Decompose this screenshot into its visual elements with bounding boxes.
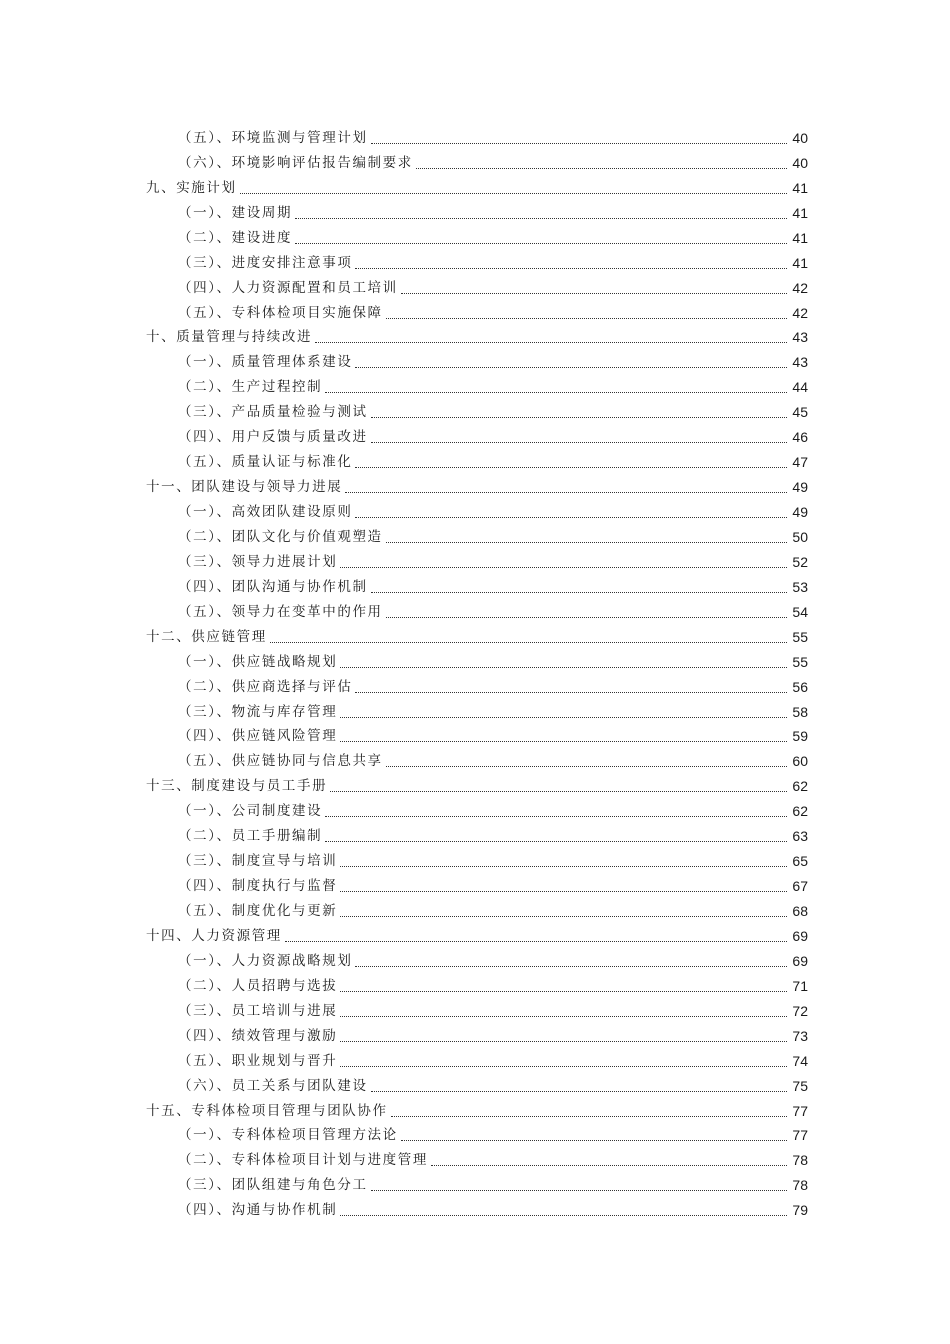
toc-dot-leader [401, 1140, 787, 1141]
toc-chapter-entry[interactable] [146, 1099, 808, 1124]
toc-entry-title: （一）、专科体检项目管理方法论 [178, 1127, 398, 1144]
toc-page-number: 78 [792, 1152, 808, 1169]
toc-entry-title: （三）、物流与库存管理 [178, 703, 338, 720]
toc-entry-title: （一）、质量管理体系建设 [178, 354, 353, 371]
toc-section-entry[interactable] [146, 350, 808, 375]
toc-dot-leader [285, 941, 787, 942]
toc-page-number: 54 [792, 603, 808, 620]
toc-page-number: 74 [792, 1052, 808, 1069]
toc-dot-leader [355, 367, 787, 368]
toc-dot-leader [371, 592, 787, 593]
toc-page-number: 59 [792, 728, 808, 745]
toc-page-number: 78 [792, 1177, 808, 1194]
toc-entry-title: （二）、建设进度 [178, 229, 293, 246]
toc-dot-leader [355, 692, 787, 693]
toc-page-number: 42 [792, 304, 808, 321]
toc-entry-title: （六）、员工关系与团队建设 [178, 1077, 368, 1094]
toc-entry-title: （五）、职业规划与晋升 [178, 1052, 338, 1069]
toc-entry-title: （二）、供应商选择与评估 [178, 678, 353, 695]
toc-dot-leader [386, 318, 787, 319]
toc-section-entry[interactable] [146, 1124, 808, 1149]
toc-page-number: 69 [792, 927, 808, 944]
toc-section-entry[interactable] [146, 1198, 808, 1223]
toc-dot-leader [386, 766, 787, 767]
toc-page-number: 56 [792, 678, 808, 695]
toc-section-entry[interactable] [146, 425, 808, 450]
toc-section-entry[interactable] [146, 276, 808, 301]
toc-section-entry[interactable] [146, 375, 808, 400]
toc-page-number: 49 [792, 504, 808, 521]
toc-section-entry[interactable] [146, 1074, 808, 1099]
toc-entry-title: 十、质量管理与持续改进 [146, 329, 313, 346]
toc-dot-leader [330, 791, 787, 792]
toc-section-entry[interactable] [146, 899, 808, 924]
toc-dot-leader [340, 1016, 787, 1017]
toc-chapter-entry[interactable] [146, 774, 808, 799]
toc-dot-leader [295, 243, 787, 244]
toc-section-entry[interactable] [146, 949, 808, 974]
toc-entry-title: （四）、人力资源配置和员工培训 [178, 279, 398, 296]
toc-page-number: 67 [792, 878, 808, 895]
toc-section-entry[interactable] [146, 799, 808, 824]
toc-section-entry[interactable] [146, 700, 808, 725]
toc-chapter-entry[interactable] [146, 475, 808, 500]
toc-dot-leader [386, 617, 787, 618]
toc-dot-leader [325, 841, 787, 842]
toc-entry-title: （五）、领导力在变革中的作用 [178, 603, 383, 620]
toc-page-number: 58 [792, 703, 808, 720]
toc-entry-title: （二）、团队文化与价值观塑造 [178, 528, 383, 545]
toc-dot-leader [340, 866, 787, 867]
toc-entry-title: 十一、团队建设与领导力进展 [146, 479, 343, 496]
toc-section-entry[interactable] [146, 400, 808, 425]
toc-dot-leader [371, 1091, 787, 1092]
toc-entry-title: （二）、员工手册编制 [178, 828, 323, 845]
toc-dot-leader [355, 966, 787, 967]
toc-entry-title: （一）、高效团队建设原则 [178, 504, 353, 521]
toc-dot-leader [325, 392, 787, 393]
toc-entry-title: 十三、制度建设与员工手册 [146, 778, 328, 795]
toc-dot-leader [340, 717, 787, 718]
toc-entry-title: （二）、生产过程控制 [178, 379, 323, 396]
toc-section-entry[interactable] [146, 824, 808, 849]
toc-entry-title: （二）、专科体检项目计划与进度管理 [178, 1152, 428, 1169]
toc-dot-leader [340, 667, 787, 668]
toc-dot-leader [340, 567, 787, 568]
toc-page-number: 43 [792, 354, 808, 371]
toc-dot-leader [391, 1116, 787, 1117]
toc-page-number: 41 [792, 254, 808, 271]
toc-entry-title: （四）、团队沟通与协作机制 [178, 578, 368, 595]
toc-section-entry[interactable] [146, 226, 808, 251]
toc-page-number: 79 [792, 1202, 808, 1219]
toc-entry-title: 十二、供应链管理 [146, 628, 267, 645]
toc-dot-leader [355, 467, 787, 468]
toc-page-number: 73 [792, 1027, 808, 1044]
toc-page-number: 40 [792, 154, 808, 171]
toc-section-entry[interactable] [146, 650, 808, 675]
toc-dot-leader [240, 193, 787, 194]
toc-page-number: 44 [792, 379, 808, 396]
toc-section-entry[interactable] [146, 1024, 808, 1049]
toc-dot-leader [340, 1215, 787, 1216]
toc-section-entry[interactable] [146, 725, 808, 750]
toc-entry-title: （三）、员工培训与进展 [178, 1002, 338, 1019]
toc-entry-title: （三）、进度安排注意事项 [178, 254, 353, 271]
toc-section-entry[interactable] [146, 500, 808, 525]
toc-entry-title: （一）、供应链战略规划 [178, 653, 338, 670]
toc-section-entry[interactable] [146, 126, 808, 151]
toc-dot-leader [416, 168, 787, 169]
toc-entry-title: （一）、公司制度建设 [178, 803, 323, 820]
toc-page-number: 41 [792, 179, 808, 196]
toc-entry-title: （三）、产品质量检验与测试 [178, 404, 368, 421]
toc-page-number: 71 [792, 977, 808, 994]
toc-section-entry[interactable] [146, 1173, 808, 1198]
toc-page-number: 62 [792, 803, 808, 820]
toc-dot-leader [325, 816, 787, 817]
toc-section-entry[interactable] [146, 974, 808, 999]
toc-section-entry[interactable] [146, 450, 808, 475]
toc-page-number: 75 [792, 1077, 808, 1094]
toc-page-number: 49 [792, 479, 808, 496]
toc-section-entry[interactable] [146, 849, 808, 874]
toc-dot-leader [340, 741, 787, 742]
toc-page-number: 60 [792, 753, 808, 770]
toc-entry-title: （六）、环境影响评估报告编制要求 [178, 154, 413, 171]
toc-entry-title: （四）、供应链风险管理 [178, 728, 338, 745]
toc-page-number: 52 [792, 553, 808, 570]
toc-section-entry[interactable] [146, 575, 808, 600]
toc-entry-title: （三）、制度宣导与培训 [178, 853, 338, 870]
toc-page-number: 45 [792, 404, 808, 421]
toc-entry-title: （五）、质量认证与标准化 [178, 454, 353, 471]
toc-entry-title: （二）、人员招聘与选拔 [178, 977, 338, 994]
toc-page-number: 50 [792, 528, 808, 545]
toc-entry-title: 九、实施计划 [146, 179, 237, 196]
toc-chapter-entry[interactable] [146, 924, 808, 949]
toc-dot-leader [355, 268, 787, 269]
toc-section-entry[interactable] [146, 1049, 808, 1074]
toc-section-entry[interactable] [146, 675, 808, 700]
toc-dot-leader [340, 991, 787, 992]
table-of-contents [146, 126, 808, 1223]
toc-section-entry[interactable] [146, 874, 808, 899]
toc-dot-leader [345, 492, 787, 493]
toc-page-number: 72 [792, 1002, 808, 1019]
toc-page-number: 65 [792, 853, 808, 870]
toc-dot-leader [340, 1066, 787, 1067]
toc-entry-title: （四）、制度执行与监督 [178, 878, 338, 895]
toc-dot-leader [340, 916, 787, 917]
toc-section-entry[interactable] [146, 201, 808, 226]
toc-section-entry[interactable] [146, 301, 808, 326]
toc-entry-title: 十五、专科体检项目管理与团队协作 [146, 1102, 388, 1119]
toc-page-number: 47 [792, 454, 808, 471]
toc-chapter-entry[interactable] [146, 326, 808, 351]
toc-section-entry[interactable] [146, 600, 808, 625]
toc-page-number: 63 [792, 828, 808, 845]
toc-dot-leader [355, 517, 787, 518]
toc-dot-leader [401, 293, 787, 294]
toc-dot-leader [270, 642, 787, 643]
toc-entry-title: （四）、用户反馈与质量改进 [178, 429, 368, 446]
toc-entry-title: （五）、专科体检项目实施保障 [178, 304, 383, 321]
toc-section-entry[interactable] [146, 999, 808, 1024]
toc-dot-leader [371, 417, 787, 418]
toc-dot-leader [386, 542, 787, 543]
toc-section-entry[interactable] [146, 251, 808, 276]
toc-section-entry[interactable] [146, 525, 808, 550]
toc-dot-leader [340, 891, 787, 892]
toc-page-number: 41 [792, 204, 808, 221]
toc-section-entry[interactable] [146, 1148, 808, 1173]
toc-entry-title: （一）、人力资源战略规划 [178, 952, 353, 969]
toc-entry-title: （一）、建设周期 [178, 204, 293, 221]
toc-section-entry[interactable] [146, 151, 808, 176]
toc-dot-leader [315, 342, 787, 343]
toc-entry-title: （四）、绩效管理与激励 [178, 1027, 338, 1044]
toc-page-number: 40 [792, 129, 808, 146]
toc-dot-leader [431, 1165, 787, 1166]
toc-chapter-entry[interactable] [146, 625, 808, 650]
toc-section-entry[interactable] [146, 550, 808, 575]
toc-entry-title: （三）、团队组建与角色分工 [178, 1177, 368, 1194]
toc-page-number: 46 [792, 429, 808, 446]
toc-dot-leader [295, 218, 787, 219]
toc-page-number: 55 [792, 628, 808, 645]
toc-entry-title: （五）、供应链协同与信息共享 [178, 753, 383, 770]
toc-dot-leader [371, 442, 787, 443]
toc-page-number: 43 [792, 329, 808, 346]
toc-entry-title: （五）、制度优化与更新 [178, 903, 338, 920]
toc-chapter-entry[interactable] [146, 176, 808, 201]
toc-page-number: 62 [792, 778, 808, 795]
toc-page-number: 69 [792, 952, 808, 969]
toc-page-number: 68 [792, 903, 808, 920]
toc-dot-leader [340, 1041, 787, 1042]
toc-entry-title: （五）、环境监测与管理计划 [178, 129, 368, 146]
toc-page-number: 77 [792, 1102, 808, 1119]
toc-dot-leader [371, 143, 787, 144]
toc-entry-title: 十四、人力资源管理 [146, 927, 282, 944]
toc-page-number: 77 [792, 1127, 808, 1144]
toc-page-number: 41 [792, 229, 808, 246]
toc-page-number: 55 [792, 653, 808, 670]
toc-section-entry[interactable] [146, 749, 808, 774]
toc-entry-title: （四）、沟通与协作机制 [178, 1202, 338, 1219]
toc-page-number: 53 [792, 578, 808, 595]
toc-entry-title: （三）、领导力进展计划 [178, 553, 338, 570]
toc-dot-leader [371, 1190, 787, 1191]
toc-page-number: 42 [792, 279, 808, 296]
